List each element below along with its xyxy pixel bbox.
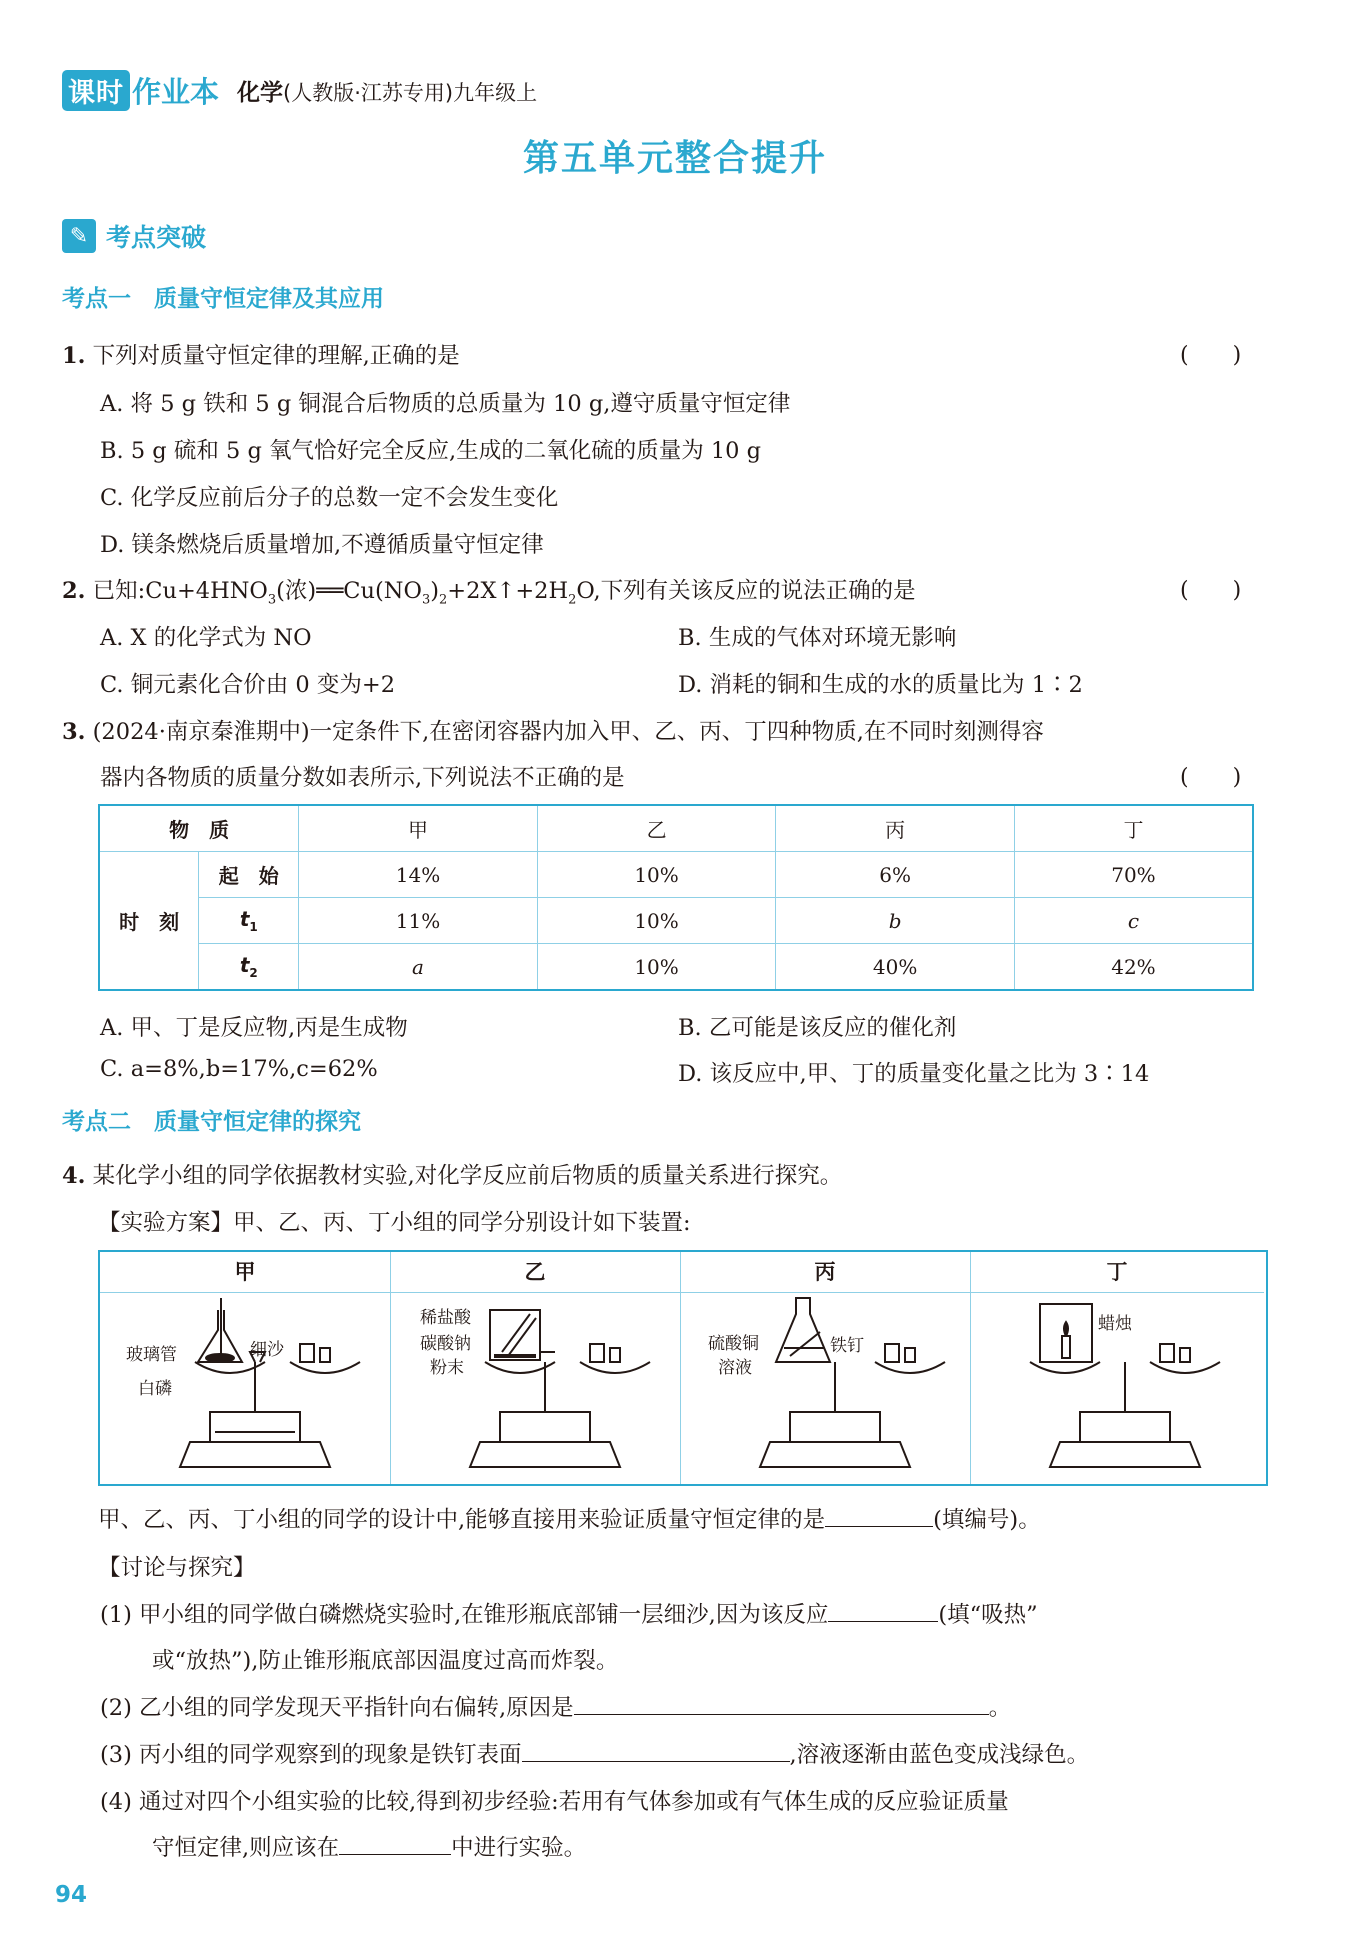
header-subject: 化学(人教版·江苏专用)九年级上 [237, 79, 538, 106]
label-white-phosphorus: 白磷 [138, 1379, 172, 1399]
table-col-yi: 乙 [537, 805, 776, 852]
label-powder: 粉末 [430, 1358, 464, 1378]
q4-stem: 4. 某化学小组的同学依据教材实验,对化学反应前后物质的质量关系进行探究。 [62, 1163, 843, 1189]
figure-head-jia: 甲 [100, 1252, 390, 1293]
table-cell: 10% [537, 944, 776, 991]
table-col-bing: 丙 [776, 805, 1015, 852]
table-row [99, 944, 1253, 991]
q3-answer-paren[interactable]: ( ) [1180, 765, 1242, 790]
table-cell: 11% [299, 898, 538, 944]
figure-head-yi: 乙 [390, 1252, 680, 1293]
header-logo [62, 70, 537, 110]
table-row [99, 852, 1253, 898]
q3-option-d: D. 该反应中,甲、丁的质量变化量之比为 3∶14 [678, 1061, 1150, 1087]
q3-data-table [98, 804, 1254, 991]
q4-sub1-line1: (1) 甲小组的同学做白磷燃烧实验时,在锥形瓶底部铺一层细沙,因为该反应 (填“吸热” [100, 1597, 1038, 1629]
logo-text: 作业本 [132, 74, 220, 109]
label-sand: 细沙 [250, 1340, 284, 1360]
figure-head-ding: 丁 [970, 1252, 1264, 1293]
q2-stem: 2. 已知$:Cu+4HNO_3$(浓)$══Cu(NO_3)_2+2X↑+2H_2O$,下列有关该反应的说法正确的是 [62, 578, 916, 608]
balance-jia-drawing [100, 1292, 390, 1482]
label-sodium-carbonate: 碳酸钠 [420, 1334, 471, 1354]
answer-blank[interactable] [522, 1739, 790, 1762]
q1-answer-paren[interactable]: ( ) [1180, 343, 1242, 368]
balance-yi-drawing [390, 1292, 680, 1482]
answer-blank[interactable] [574, 1692, 989, 1715]
q3-stem-line2: 器内各物质的质量分数如表所示,下列说法不正确的是 [100, 765, 625, 791]
balance-bing-drawing [680, 1292, 970, 1482]
table-cell: 10% [537, 852, 776, 898]
table-col-jia: 甲 [299, 805, 538, 852]
q4-fill-question: 甲、乙、丙、丁小组的同学的设计中,能够直接用来验证质量守恒定律的是 (填编号)。 [98, 1502, 1041, 1534]
table-cell: 70% [1014, 852, 1253, 898]
table-cell: a [299, 944, 538, 991]
table-row-start-label: 起 始 [199, 852, 299, 898]
figure-panel-bing [680, 1252, 971, 1484]
table-cell: b [776, 898, 1015, 944]
q4-sub2: (2) 乙小组的同学发现天平指针向右偏转,原因是 。 [100, 1690, 1011, 1722]
q3-option-b: B. 乙可能是该反应的催化剂 [678, 1015, 957, 1041]
table-cell: 42% [1014, 944, 1253, 991]
figure-panel-jia [100, 1252, 391, 1484]
table-header-row [99, 805, 1253, 852]
q1-option-a: A. 将 5 g 铁和 5 g 铜混合后物质的总质量为 10 g,遵守质量守恒定律 [100, 391, 791, 417]
q4-apparatus-figure [98, 1250, 1268, 1486]
answer-blank[interactable] [828, 1599, 938, 1622]
figure-panel-ding [970, 1252, 1264, 1484]
q3-option-c: C. a=8%,b=17%,c=62% [100, 1056, 378, 1082]
label-solution: 溶液 [718, 1358, 752, 1378]
q3-option-a: A. 甲、丁是反应物,丙是生成物 [100, 1015, 408, 1041]
q1-stem: 1. 下列对质量守恒定律的理解,正确的是 [62, 343, 460, 369]
figure-panel-yi [390, 1252, 681, 1484]
table-header-time: 时 刻 [99, 852, 199, 991]
answer-blank[interactable] [339, 1832, 451, 1855]
q2-option-c: C. 铜元素化合价由 0 变为+2 [100, 672, 396, 698]
q2-option-a: A. X 的化学式为 NO [100, 625, 312, 651]
table-col-ding: 丁 [1014, 805, 1253, 852]
q4-sub4-line2: 守恒定律,则应该在 中进行实验。 [152, 1830, 586, 1862]
table-cell: 6% [776, 852, 1015, 898]
section-icon: ✎ [62, 219, 96, 253]
page-number: 94 [55, 1882, 88, 1908]
table-cell: 40% [776, 944, 1015, 991]
figure-head-bing: 丙 [680, 1252, 970, 1293]
q4-sub1-line2: 或“放热”),防止锥形瓶底部因温度过高而炸裂。 [152, 1648, 619, 1674]
table-cell: 10% [537, 898, 776, 944]
kaodian-2-heading: 考点二 质量守恒定律的探究 [62, 1109, 361, 1135]
table-cell: 14% [299, 852, 538, 898]
label-dilute-hcl: 稀盐酸 [420, 1308, 471, 1328]
answer-blank[interactable] [825, 1504, 933, 1527]
q4-plan: 【实验方案】甲、乙、丙、丁小组的同学分别设计如下装置: [98, 1210, 691, 1236]
section-heading: ✎ 考点突破 [62, 218, 206, 254]
kaodian-1-heading: 考点一 质量守恒定律及其应用 [62, 286, 384, 312]
balance-ding-drawing [970, 1292, 1264, 1482]
label-copper-sulfate: 硫酸铜 [708, 1334, 759, 1354]
table-row-t1-label: $t_1$ [199, 898, 299, 944]
label-glass-tube: 玻璃管 [126, 1345, 177, 1365]
q1-option-b: B. 5 g 硫和 5 g 氧气恰好完全反应,生成的二氧化硫的质量为 10 g [100, 438, 762, 464]
q1-option-d: D. 镁条燃烧后质量增加,不遵循质量守恒定律 [100, 532, 544, 558]
logo-box: 课时 [62, 70, 130, 111]
q2-option-b: B. 生成的气体对环境无影响 [678, 625, 957, 651]
q4-discuss-heading: 【讨论与探究】 [98, 1555, 256, 1581]
table-cell: c [1014, 898, 1253, 944]
label-iron-nail: 铁钉 [830, 1336, 864, 1356]
table-header-substance: 物 质 [99, 805, 299, 852]
q2-answer-paren[interactable]: ( ) [1180, 578, 1242, 603]
q4-sub3: (3) 丙小组的同学观察到的现象是铁钉表面 ,溶液逐渐由蓝色变成浅绿色。 [100, 1737, 1089, 1769]
label-candle: 蜡烛 [1098, 1314, 1132, 1334]
q2-option-d: D. 消耗的铜和生成的水的质量比为 1∶2 [678, 672, 1083, 698]
table-row [99, 898, 1253, 944]
q4-sub4-line1: (4) 通过对四个小组实验的比较,得到初步经验:若用有气体参加或有气体生成的反应验证质量 [100, 1789, 1009, 1815]
q1-option-c: C. 化学反应前后分子的总数一定不会发生变化 [100, 485, 559, 511]
q3-stem-line1: 3. (2024·南京秦淮期中)一定条件下,在密闭容器内加入甲、乙、丙、丁四种物质,在不同时刻测得容 [62, 719, 1044, 745]
page-title: 第五单元整合提升 [522, 137, 827, 179]
table-row-t2-label: $t_2$ [199, 944, 299, 991]
